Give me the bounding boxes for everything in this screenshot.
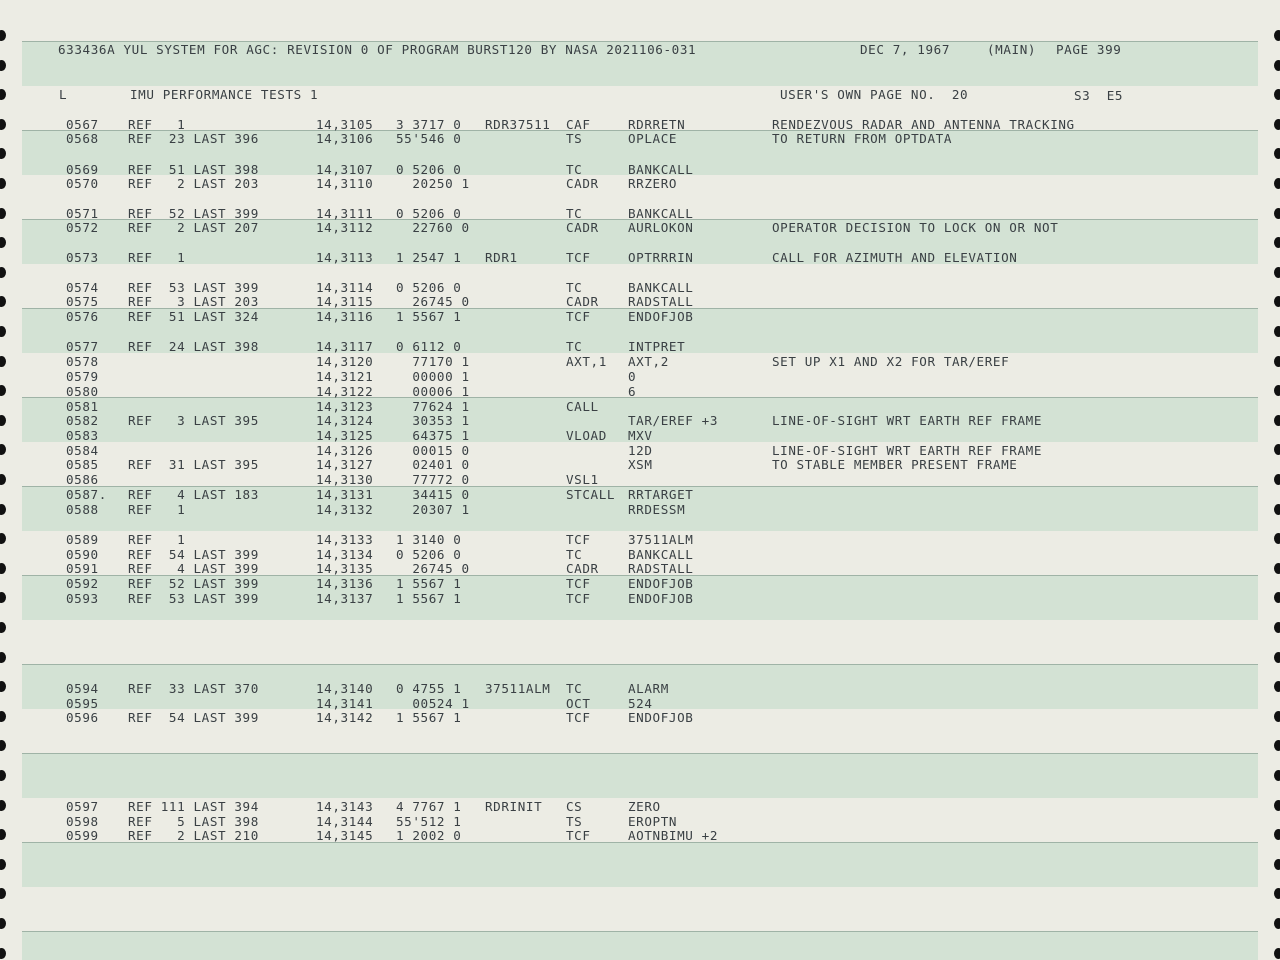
line-number: 0567 [66, 117, 99, 132]
sprocket-hole [0, 30, 6, 41]
line-number: 0593 [66, 591, 99, 606]
address: 14,3136 [316, 576, 374, 591]
address: 14,3120 [316, 354, 374, 369]
sprocket-hole [1274, 267, 1280, 278]
octal-word: 1 5567 1 [396, 591, 462, 606]
listing-row [0, 310, 1280, 324]
sprocket-hole [1274, 770, 1280, 781]
listing-row [0, 385, 1280, 399]
listing-row [0, 281, 1280, 295]
address: 14,3123 [316, 399, 374, 414]
octal-word: 26745 0 [396, 561, 470, 576]
operand: ENDOFJOB [628, 710, 694, 725]
comment: LINE-OF-SIGHT WRT EARTH REF FRAME [772, 443, 1043, 458]
octal-word: 1 2547 1 [396, 250, 462, 265]
operand: XSM [628, 457, 653, 472]
listing-row [0, 444, 1280, 458]
address: 14,3117 [316, 339, 374, 354]
line-number: 0578 [66, 354, 99, 369]
sheet-code: S3 E5 [1074, 88, 1124, 103]
octal-word: 1 5567 1 [396, 710, 462, 725]
operand: 6 [628, 384, 637, 399]
line-number: 0591 [66, 561, 99, 576]
comment: CALL FOR AZIMUTH AND ELEVATION [772, 250, 1018, 265]
comment: LINE-OF-SIGHT WRT EARTH REF FRAME [772, 413, 1043, 428]
line-number: 0599 [66, 828, 99, 843]
listing-row [0, 577, 1280, 591]
octal-word: 3 3717 0 [396, 117, 462, 132]
opcode: TS [566, 814, 583, 829]
opcode: CADR [566, 220, 599, 235]
octal-word: 1 5567 1 [396, 576, 462, 591]
reference: REF 1 [128, 250, 186, 265]
sprocket-hole [0, 60, 6, 71]
opcode: TC [566, 681, 583, 696]
reference: REF 33 LAST 370 [128, 681, 259, 696]
comment: OPERATOR DECISION TO LOCK ON OR NOT [772, 220, 1059, 235]
address: 14,3121 [316, 369, 374, 384]
reference: REF 2 LAST 203 [128, 176, 259, 191]
octal-word: 77624 1 [396, 399, 470, 414]
opcode: TCF [566, 532, 591, 547]
sprocket-hole [0, 948, 6, 959]
opcode: TC [566, 280, 583, 295]
paper-band [22, 842, 1258, 887]
opcode: TCF [566, 591, 591, 606]
line-number: 0587. [66, 487, 107, 502]
opcode: TCF [566, 710, 591, 725]
address: 14,3122 [316, 384, 374, 399]
operand: BANKCALL [628, 162, 694, 177]
operand: BANKCALL [628, 206, 694, 221]
octal-word: 55'512 1 [396, 814, 462, 829]
reference: REF 53 LAST 399 [128, 591, 259, 606]
opcode: VSL1 [566, 472, 599, 487]
address: 14,3124 [316, 413, 374, 428]
operand: ENDOFJOB [628, 576, 694, 591]
user-page-number: USER'S OWN PAGE NO. 20 [780, 87, 969, 102]
octal-word: 1 5567 1 [396, 309, 462, 324]
address: 14,3111 [316, 206, 374, 221]
listing-row [0, 132, 1280, 146]
opcode: TCF [566, 576, 591, 591]
sprocket-hole [0, 326, 6, 337]
listing-row [0, 711, 1280, 725]
sprocket-hole [1274, 740, 1280, 751]
listing-row [0, 355, 1280, 369]
line-number: 0585 [66, 457, 99, 472]
opcode: TS [566, 131, 583, 146]
reference: REF 2 LAST 207 [128, 220, 259, 235]
listing-row [0, 295, 1280, 309]
octal-word: 55'546 0 [396, 131, 462, 146]
line-number: 0576 [66, 309, 99, 324]
listing-row [0, 163, 1280, 177]
opcode: CAF [566, 117, 591, 132]
opcode: CADR [566, 176, 599, 191]
reference: REF 54 LAST 399 [128, 710, 259, 725]
comment: TO RETURN FROM OPTDATA [772, 131, 953, 146]
listing-row [0, 815, 1280, 829]
sprocket-hole [1274, 652, 1280, 663]
page-number: PAGE 399 [1056, 42, 1122, 57]
address: 14,3137 [316, 591, 374, 606]
opcode: CS [566, 799, 583, 814]
listing-row [0, 370, 1280, 384]
listing-row [0, 682, 1280, 696]
line-number: 0573 [66, 250, 99, 265]
sprocket-hole [0, 148, 6, 159]
opcode: OCT [566, 696, 591, 711]
symbol-label: RDR1 [485, 250, 518, 265]
sprocket-hole [0, 89, 6, 100]
octal-word: 77772 0 [396, 472, 470, 487]
line-number: 0598 [66, 814, 99, 829]
listing-row [0, 829, 1280, 843]
opcode: AXT,1 [566, 354, 607, 369]
octal-word: 0 5206 0 [396, 547, 462, 562]
line-number: 0584 [66, 443, 99, 458]
operand: INTPRET [628, 339, 686, 354]
address: 14,3126 [316, 443, 374, 458]
octal-word: 64375 1 [396, 428, 470, 443]
operand: 37511ALM [628, 532, 694, 547]
operand: ALARM [628, 681, 669, 696]
address: 14,3133 [316, 532, 374, 547]
reference: REF 52 LAST 399 [128, 576, 259, 591]
opcode: VLOAD [566, 428, 607, 443]
octal-word: 00015 0 [396, 443, 470, 458]
address: 14,3134 [316, 547, 374, 562]
octal-word: 02401 0 [396, 457, 470, 472]
reference: REF 2 LAST 210 [128, 828, 259, 843]
paper-band [22, 753, 1258, 798]
sprocket-hole [1274, 888, 1280, 899]
address: 14,3113 [316, 250, 374, 265]
octal-word: 00524 1 [396, 696, 470, 711]
sprocket-hole [1274, 148, 1280, 159]
sprocket-hole [1274, 918, 1280, 929]
address: 14,3125 [316, 428, 374, 443]
symbol-label: 37511ALM [485, 681, 551, 696]
opcode: TC [566, 206, 583, 221]
octal-word: 0 6112 0 [396, 339, 462, 354]
sprocket-hole [1274, 237, 1280, 248]
operand: MXV [628, 428, 653, 443]
operand: RRDESSM [628, 502, 686, 517]
operand: AURLOKON [628, 220, 694, 235]
octal-word: 0 5206 0 [396, 280, 462, 295]
reference: REF 31 LAST 395 [128, 457, 259, 472]
address: 14,3145 [316, 828, 374, 843]
operand: RDRRETN [628, 117, 686, 132]
reference: REF 53 LAST 399 [128, 280, 259, 295]
line-number: 0568 [66, 131, 99, 146]
address: 14,3115 [316, 294, 374, 309]
listing-row [0, 221, 1280, 235]
sprocket-hole [0, 859, 6, 870]
address: 14,3114 [316, 280, 374, 295]
address: 14,3143 [316, 799, 374, 814]
operand: BANKCALL [628, 547, 694, 562]
opcode: TCF [566, 250, 591, 265]
address: 14,3105 [316, 117, 374, 132]
line-number: 0571 [66, 206, 99, 221]
listing-row [0, 488, 1280, 502]
operand: 12D [628, 443, 653, 458]
operand: RADSTALL [628, 294, 694, 309]
reference: REF 1 [128, 502, 186, 517]
line-number: 0592 [66, 576, 99, 591]
reference: REF 111 LAST 394 [128, 799, 259, 814]
listing-row [0, 548, 1280, 562]
reference: REF 1 [128, 532, 186, 547]
listing-row [0, 400, 1280, 414]
operand: ZERO [628, 799, 661, 814]
line-number: 0579 [66, 369, 99, 384]
line-number: 0577 [66, 339, 99, 354]
sprocket-hole [0, 267, 6, 278]
octal-word: 1 2002 0 [396, 828, 462, 843]
sprocket-hole [0, 888, 6, 899]
sprocket-hole [0, 237, 6, 248]
octal-word: 20307 1 [396, 502, 470, 517]
octal-word: 00006 1 [396, 384, 470, 399]
listing-row [0, 340, 1280, 354]
sprocket-hole [0, 740, 6, 751]
octal-word: 30353 1 [396, 413, 470, 428]
reference: REF 4 LAST 399 [128, 561, 259, 576]
sprocket-hole [1274, 30, 1280, 41]
reference: REF 54 LAST 399 [128, 547, 259, 562]
operand: ENDOFJOB [628, 309, 694, 324]
line-number: 0570 [66, 176, 99, 191]
listing-row [0, 533, 1280, 547]
line-number: 0594 [66, 681, 99, 696]
octal-word: 26745 0 [396, 294, 470, 309]
opcode: CADR [566, 294, 599, 309]
operand: 524 [628, 696, 653, 711]
line-number: 0589 [66, 532, 99, 547]
reference: REF 52 LAST 399 [128, 206, 259, 221]
address: 14,3132 [316, 502, 374, 517]
address: 14,3107 [316, 162, 374, 177]
listing-row [0, 503, 1280, 517]
operand: RADSTALL [628, 561, 694, 576]
symbol-label: RDRINIT [485, 799, 543, 814]
line-number: 0572 [66, 220, 99, 235]
listing-main-tag: (MAIN) [987, 42, 1037, 57]
sprocket-hole [0, 622, 6, 633]
octal-word: 0 5206 0 [396, 162, 462, 177]
sprocket-hole [1274, 622, 1280, 633]
octal-word: 34415 0 [396, 487, 470, 502]
opcode: CALL [566, 399, 599, 414]
opcode: STCALL [566, 487, 616, 502]
address: 14,3140 [316, 681, 374, 696]
paper-band [22, 931, 1258, 960]
listing-row [0, 118, 1280, 132]
line-number: 0588 [66, 502, 99, 517]
listing-row [0, 473, 1280, 487]
listing-row [0, 207, 1280, 221]
octal-word: 20250 1 [396, 176, 470, 191]
comment: RENDEZVOUS RADAR AND ANTENNA TRACKING [772, 117, 1075, 132]
address: 14,3135 [316, 561, 374, 576]
opcode: TC [566, 547, 583, 562]
address: 14,3144 [316, 814, 374, 829]
line-number: 0597 [66, 799, 99, 814]
address: 14,3106 [316, 131, 374, 146]
listing-row [0, 251, 1280, 265]
comment: SET UP X1 AND X2 FOR TAR/EREF [772, 354, 1010, 369]
listing-row [0, 562, 1280, 576]
line-number: 0581 [66, 399, 99, 414]
line-number: 0590 [66, 547, 99, 562]
listing-row [0, 429, 1280, 443]
reference: REF 3 LAST 203 [128, 294, 259, 309]
opcode: TC [566, 339, 583, 354]
operand: OPLACE [628, 131, 678, 146]
line-number: 0595 [66, 696, 99, 711]
line-number: 0569 [66, 162, 99, 177]
symbol-label: RDR37511 [485, 117, 551, 132]
octal-word: 0 5206 0 [396, 206, 462, 221]
operand: TAR/EREF +3 [628, 413, 719, 428]
address: 14,3110 [316, 176, 374, 191]
section-title: IMU PERFORMANCE TESTS 1 [130, 87, 319, 102]
opcode: TC [566, 162, 583, 177]
operand: RRTARGET [628, 487, 694, 502]
sprocket-hole [1274, 326, 1280, 337]
comment: TO STABLE MEMBER PRESENT FRAME [772, 457, 1018, 472]
sprocket-hole [0, 770, 6, 781]
sprocket-hole [0, 918, 6, 929]
reference: REF 3 LAST 395 [128, 413, 259, 428]
operand: OPTRRRIN [628, 250, 694, 265]
address: 14,3112 [316, 220, 374, 235]
address: 14,3141 [316, 696, 374, 711]
address: 14,3131 [316, 487, 374, 502]
reference: REF 51 LAST 324 [128, 309, 259, 324]
line-number: 0580 [66, 384, 99, 399]
octal-word: 1 3140 0 [396, 532, 462, 547]
listing-title: 633436A YUL SYSTEM FOR AGC: REVISION 0 OF PROGRAM BURST120 BY NASA 2021106-031 [58, 42, 697, 57]
listing-row [0, 458, 1280, 472]
operand: 0 [628, 369, 637, 384]
line-number: 0575 [66, 294, 99, 309]
reference: REF 51 LAST 398 [128, 162, 259, 177]
operand: AOTNBIMU +2 [628, 828, 719, 843]
operand: ENDOFJOB [628, 591, 694, 606]
sprocket-hole [1274, 948, 1280, 959]
line-number: 0574 [66, 280, 99, 295]
operand: RRZERO [628, 176, 678, 191]
listing-row [0, 177, 1280, 191]
line-number: 0586 [66, 472, 99, 487]
sprocket-hole [1274, 60, 1280, 71]
operand: BANKCALL [628, 280, 694, 295]
operand: AXT,2 [628, 354, 669, 369]
address: 14,3130 [316, 472, 374, 487]
octal-word: 22760 0 [396, 220, 470, 235]
octal-word: 77170 1 [396, 354, 470, 369]
line-number: 0582 [66, 413, 99, 428]
address: 14,3116 [316, 309, 374, 324]
address: 14,3127 [316, 457, 374, 472]
line-number: 0583 [66, 428, 99, 443]
address: 14,3142 [316, 710, 374, 725]
opcode: TCF [566, 828, 591, 843]
opcode: CADR [566, 561, 599, 576]
sprocket-hole [0, 652, 6, 663]
octal-word: 4 7767 1 [396, 799, 462, 814]
listing-date: DEC 7, 1967 [860, 42, 951, 57]
octal-word: 0 4755 1 [396, 681, 462, 696]
sprocket-hole [1274, 859, 1280, 870]
listing-row [0, 697, 1280, 711]
opcode: TCF [566, 309, 591, 324]
operand: EROPTN [628, 814, 678, 829]
reference: REF 4 LAST 183 [128, 487, 259, 502]
sprocket-hole [1274, 89, 1280, 100]
octal-word: 00000 1 [396, 369, 470, 384]
listing-row [0, 414, 1280, 428]
reference: REF 1 [128, 117, 186, 132]
reference: REF 23 LAST 396 [128, 131, 259, 146]
reference: REF 5 LAST 398 [128, 814, 259, 829]
reference: REF 24 LAST 398 [128, 339, 259, 354]
line-number: 0596 [66, 710, 99, 725]
listing-row [0, 800, 1280, 814]
listing-row [0, 592, 1280, 606]
log-mark: L [59, 87, 68, 102]
